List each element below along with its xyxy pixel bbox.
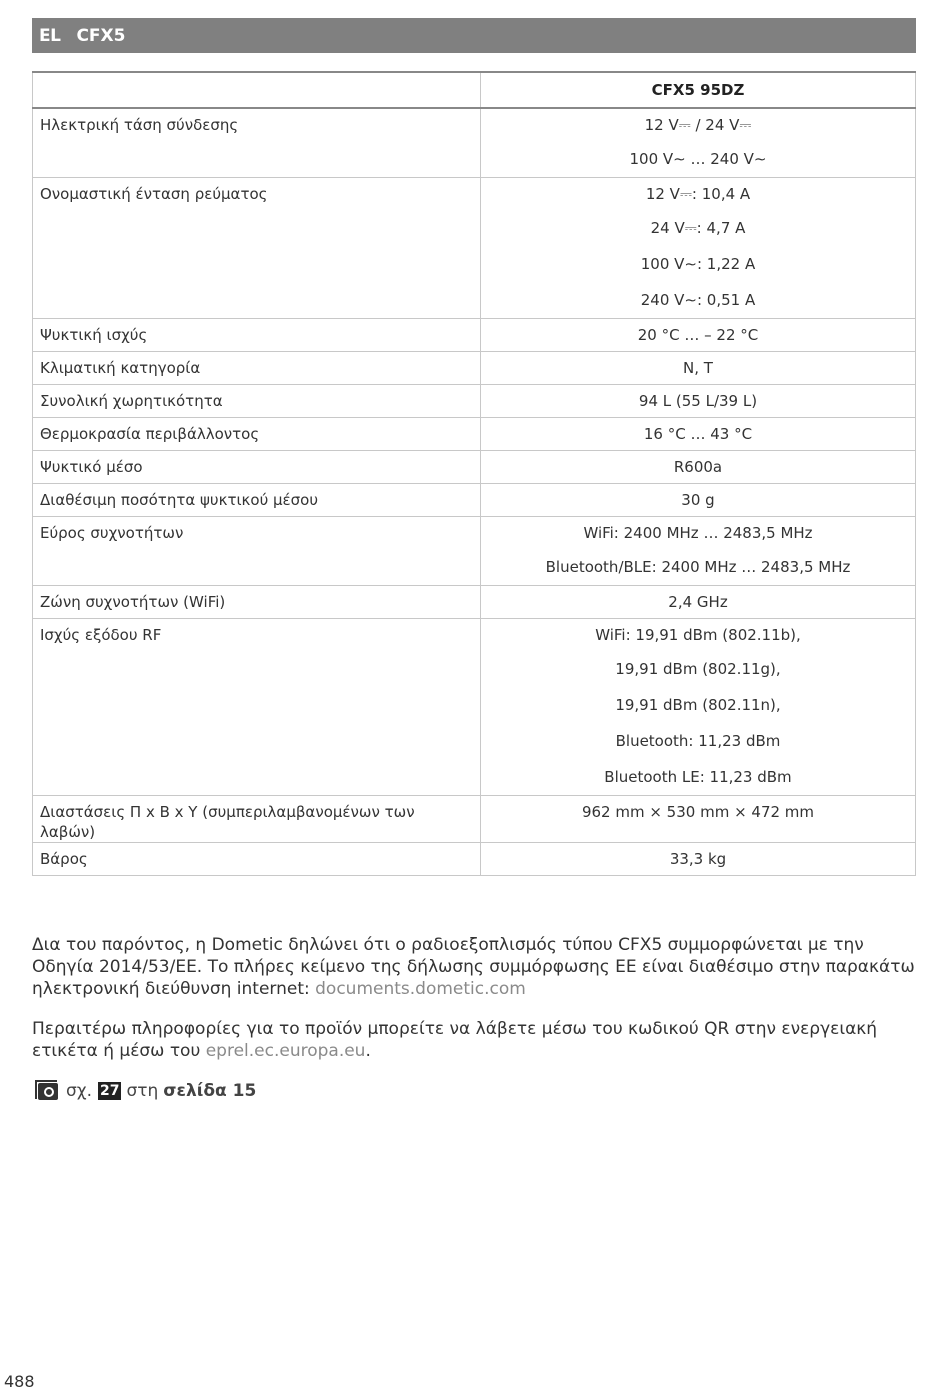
table-row [33,586,916,619]
spec-label: Ονομαστική ένταση ρεύματος [33,178,481,319]
table-header-row [33,72,916,108]
spec-value: 19,91 dBm (802.11n), [615,696,781,714]
spec-label: Διαθέσιμη ποσότητα ψυκτικού μέσου [33,484,481,517]
table-row [33,619,916,796]
spec-label: Εύρος συχνοτήτων [33,517,481,586]
spec-value: Bluetooth/BLE: 2400 MHz … 2483,5 MHz [545,558,851,576]
table-row [33,418,916,451]
spec-label: Ζώνη συχνοτήτων (WiFi) [33,586,481,619]
spec-value-cell [481,586,916,619]
spec-label: Κλιματική κατηγορία [33,352,481,385]
spec-value-cell [481,319,916,352]
spec-value: 24 V⎓: 4,7 A [650,219,746,237]
spec-value: 20 °C … – 22 °C [637,326,759,344]
spec-value: 962 mm × 530 mm × 472 mm [581,803,815,821]
info-paragraph [32,1018,916,1062]
spec-label: Θερμοκρασία περιβάλλοντος [33,418,481,451]
camera-icon [38,1083,58,1100]
table-row [33,451,916,484]
spec-value-cell [481,796,916,843]
declaration-text: Δια του παρόντος, η Dometic δηλώνει ότι ο ραδιοεξοπλισμός τύπου CFX5 συμμορφώνεται με την Οδηγία 2014/53/ΕΕ. Το πλήρες κείμενο της δήλωσης συμμόρφωσης ΕΕ είναι διαθέσιμο στην παρακάτω ηλεκτρονική διεύθυνση internet: [32,935,915,999]
column-header: CFX5 95DZ [481,72,916,108]
figure-number-badge: 27 [100,1083,120,1099]
spec-value-cell [481,517,916,586]
spec-value-cell [481,352,916,385]
info-text: Περαιτέρω πληροφορίες για το προϊόν μπορείτε να λάβετε μέσω του κωδικού QR στην ενεργειακή ετικέτα ή μέσω του [32,1019,878,1061]
table-row [33,352,916,385]
page-reference[interactable]: σελίδα 15 [163,1081,257,1101]
table-row [33,484,916,517]
spec-value: 2,4 GHz [668,593,728,611]
header-bar [32,18,916,53]
table-row [33,796,916,843]
spec-label: Ισχύς εξόδου RF [33,619,481,796]
spec-value-cell [481,108,916,178]
spec-value: 16 °C … 43 °C [643,425,753,443]
table-header-blank [33,72,481,108]
spec-value-cell [481,484,916,517]
table-row [33,385,916,418]
table-row [33,178,916,319]
spec-value-cell [481,451,916,484]
spec-label: Διαστάσεις Π x B x Y (συμπεριλαμβανομένων των λαβών) [33,796,481,843]
table-row [33,319,916,352]
figure-prefix: σχ. [66,1081,92,1101]
figure-reference [38,1081,256,1101]
spec-value: 12 V⎓ / 24 V⎓ [644,116,752,134]
spec-value: 94 L (55 L/39 L) [638,392,758,410]
spec-value: WiFi: 19,91 dBm (802.11b), [595,626,801,644]
spec-value-cell [481,385,916,418]
spec-value-cell [481,418,916,451]
spec-value: N, T [683,359,713,377]
spec-value: 100 V∼: 1,22 A [640,255,756,273]
spec-value: WiFi: 2400 MHz … 2483,5 MHz [583,524,813,542]
figure-middle: στη [126,1081,159,1101]
spec-value: 240 V∼: 0,51 A [640,291,756,309]
spec-value-cell [481,178,916,319]
spec-label: Ψυκτική ισχύς [33,319,481,352]
spec-table [32,71,916,876]
spec-value: 12 V⎓: 10,4 A [645,185,751,203]
spec-value: Bluetooth: 11,23 dBm [615,732,781,750]
spec-label: Ψυκτικό μέσο [33,451,481,484]
spec-value-cell [481,619,916,796]
spec-value: Bluetooth LE: 11,23 dBm [604,768,792,786]
spec-label: Βάρος [33,843,481,876]
spec-value: 19,91 dBm (802.11g), [615,660,781,678]
spec-label: Ηλεκτρική τάση σύνδεσης [33,108,481,178]
language-code: EL [39,25,61,46]
spec-value-cell [481,843,916,876]
spec-value: 30 g [681,491,715,509]
spec-table-body [33,108,916,876]
spec-value: 33,3 kg [669,850,727,868]
info-suffix: . [365,1041,371,1061]
spec-value: R600a [673,458,723,476]
model-title: CFX5 [76,25,126,46]
spec-value: 100 V∼ … 240 V∼ [629,150,767,168]
page-number: 488 [4,1372,35,1391]
documents-link[interactable]: documents.dometic.com [315,979,526,999]
spec-label: Συνολική χωρητικότητα [33,385,481,418]
table-row [33,108,916,178]
eprel-link[interactable]: eprel.ec.europa.eu [205,1041,366,1061]
declaration-paragraph [32,934,916,1000]
table-row [33,517,916,586]
table-row [33,843,916,876]
